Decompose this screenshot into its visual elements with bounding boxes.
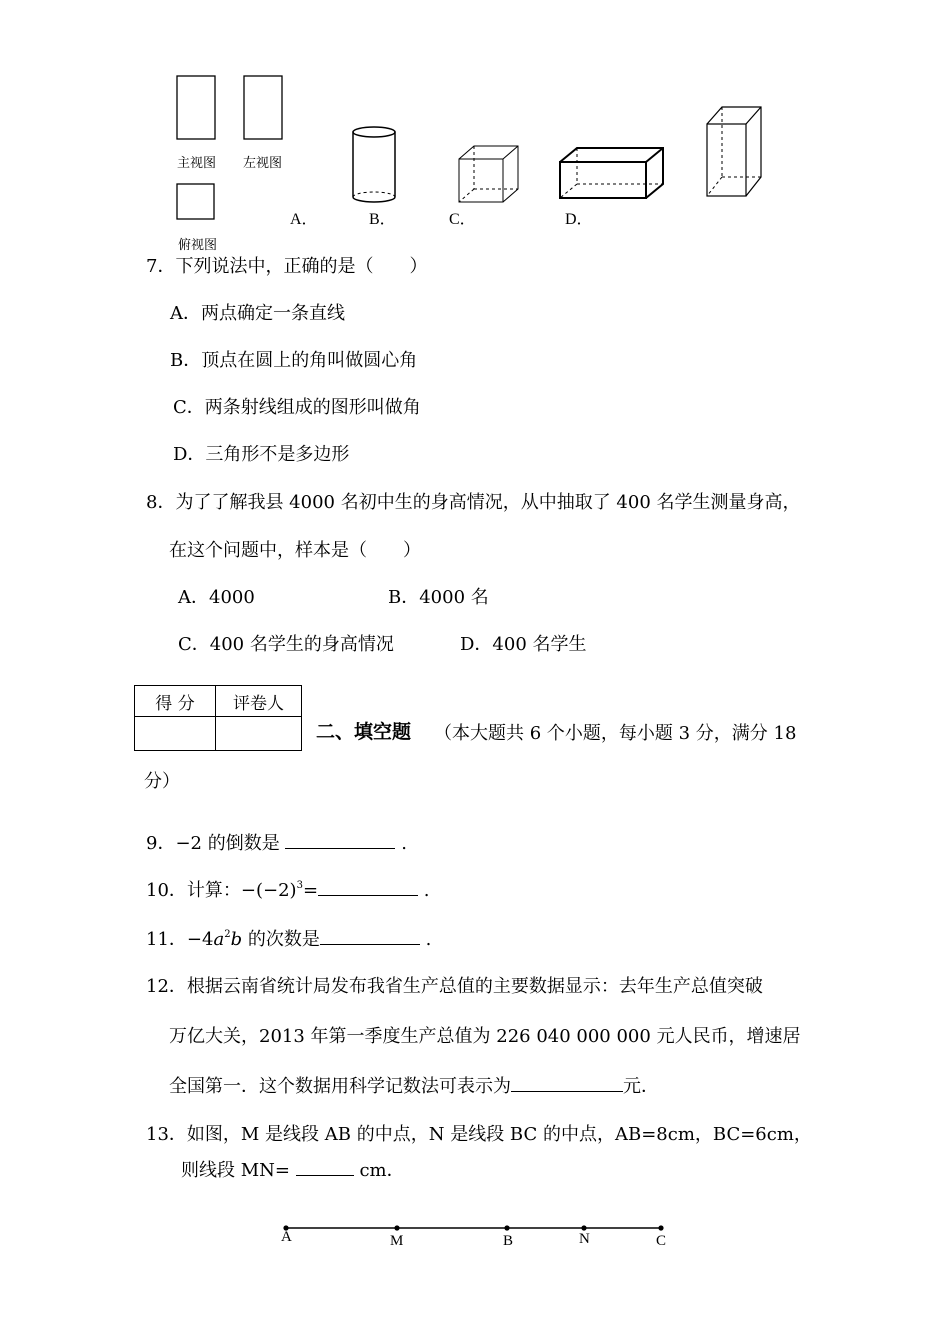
section-title: 二、填空题 xyxy=(316,721,412,743)
q12-line2: 万亿大关，2013 年第一季度生产总值为 226 040 000 000 元人民币，增速居 xyxy=(169,1026,801,1047)
q11-exponent: 2 xyxy=(224,929,231,940)
q13-answer-blank[interactable] xyxy=(296,1174,354,1176)
question-11 xyxy=(146,925,431,951)
point-n-label: N xyxy=(579,1231,590,1247)
point-m-dot xyxy=(394,1225,399,1230)
q11-var-a: a xyxy=(213,929,225,950)
point-b-dot xyxy=(504,1225,509,1230)
q7-option-d: D．三角形不是多边形 xyxy=(173,444,350,465)
q12-line1: 12．根据云南省统计局发布我省生产总值的主要数据显示：去年生产总值突破 xyxy=(146,976,763,997)
point-m-label: M xyxy=(390,1233,404,1249)
q11-answer-blank[interactable] xyxy=(320,943,420,945)
q9-period: . xyxy=(401,833,407,854)
q11-text: 的次数是 xyxy=(242,929,320,950)
q7-option-c: C．两条射线组成的图形叫做角 xyxy=(173,397,421,418)
point-n-dot xyxy=(581,1225,586,1230)
q10-period: . xyxy=(423,880,430,901)
score-header: 得 分 xyxy=(135,686,216,717)
figure-option-d: D． xyxy=(565,211,593,228)
front-view-label: 主视图 xyxy=(177,156,217,171)
left-view-rect xyxy=(244,76,282,139)
q7-stem: 7．下列说法中，正确的是（ ） xyxy=(146,256,428,277)
q9-answer-blank[interactable] xyxy=(285,847,395,849)
q7-option-b: B．顶点在圆上的角叫做圆心角 xyxy=(170,350,418,371)
q8-option-a: A．4000 xyxy=(178,587,255,608)
q12-unit: 元． xyxy=(623,1076,659,1097)
score-cell xyxy=(135,717,216,751)
cube-shape xyxy=(459,146,518,202)
figure-option-b: B． xyxy=(369,211,396,228)
q12-line3-text: 全国第一．这个数据用科学记数法可表示为 xyxy=(169,1076,511,1097)
grader-header: 评卷人 xyxy=(216,686,302,717)
q8-stem-line2: 在这个问题中，样本是（ ） xyxy=(169,540,421,561)
question-10 xyxy=(146,876,430,902)
q7-option-a: A．两点确定一条直线 xyxy=(170,303,345,324)
q8-option-d: D．400 名学生 xyxy=(460,634,587,655)
section-note-end: 分） xyxy=(144,771,180,792)
top-view-label: 俯视图 xyxy=(178,238,218,253)
q11-period: . xyxy=(425,929,432,950)
q11-var-b: b xyxy=(230,929,243,950)
q13-line2-text: 则线段 MN= xyxy=(181,1160,290,1181)
grade-table xyxy=(134,685,302,751)
point-c-label: C xyxy=(656,1233,667,1249)
segment-figure xyxy=(0,1210,950,1260)
figure-option-c: C． xyxy=(449,211,476,228)
point-c-dot xyxy=(658,1225,663,1230)
q13-unit: cm． xyxy=(359,1160,405,1181)
section-note: （本大题共 6 个小题，每小题 3 分，满分 18 xyxy=(434,723,797,744)
q13-line1: 13．如图，M 是线段 AB 的中点，N 是线段 BC 的中点，AB=8cm，BC=6cm， xyxy=(146,1124,812,1145)
flat-cuboid-shape xyxy=(560,148,663,198)
point-b-label: B xyxy=(503,1233,514,1249)
q12-answer-blank[interactable] xyxy=(511,1090,623,1092)
q10-equals: = xyxy=(302,880,319,901)
point-a-label: A xyxy=(281,1229,292,1245)
q13-line2 xyxy=(181,1156,405,1182)
q8-option-c: C．400 名学生的身高情况 xyxy=(178,634,394,655)
left-view-label: 左视图 xyxy=(243,156,283,171)
q10-answer-blank[interactable] xyxy=(318,894,418,896)
top-view-rect xyxy=(177,184,214,219)
q12-line3 xyxy=(169,1072,659,1098)
question-9 xyxy=(146,829,407,855)
front-view-rect xyxy=(177,76,215,139)
q11-prefix: 11．−4 xyxy=(146,929,214,950)
cylinder-shape xyxy=(353,127,395,202)
tall-cuboid-shape xyxy=(707,107,761,196)
q10-exponent: 3 xyxy=(296,880,303,891)
figure-option-a: A． xyxy=(290,211,318,228)
q9-text: 9．−2 的倒数是 xyxy=(146,833,280,854)
q8-option-b: B．4000 名 xyxy=(388,587,489,608)
grader-cell xyxy=(216,717,302,751)
q10-text: 10．计算：−(−2) xyxy=(146,880,297,901)
q8-stem-line1: 8．为了了解我县 4000 名初中生的身高情况，从中抽取了 400 名学生测量身高， xyxy=(146,492,801,513)
